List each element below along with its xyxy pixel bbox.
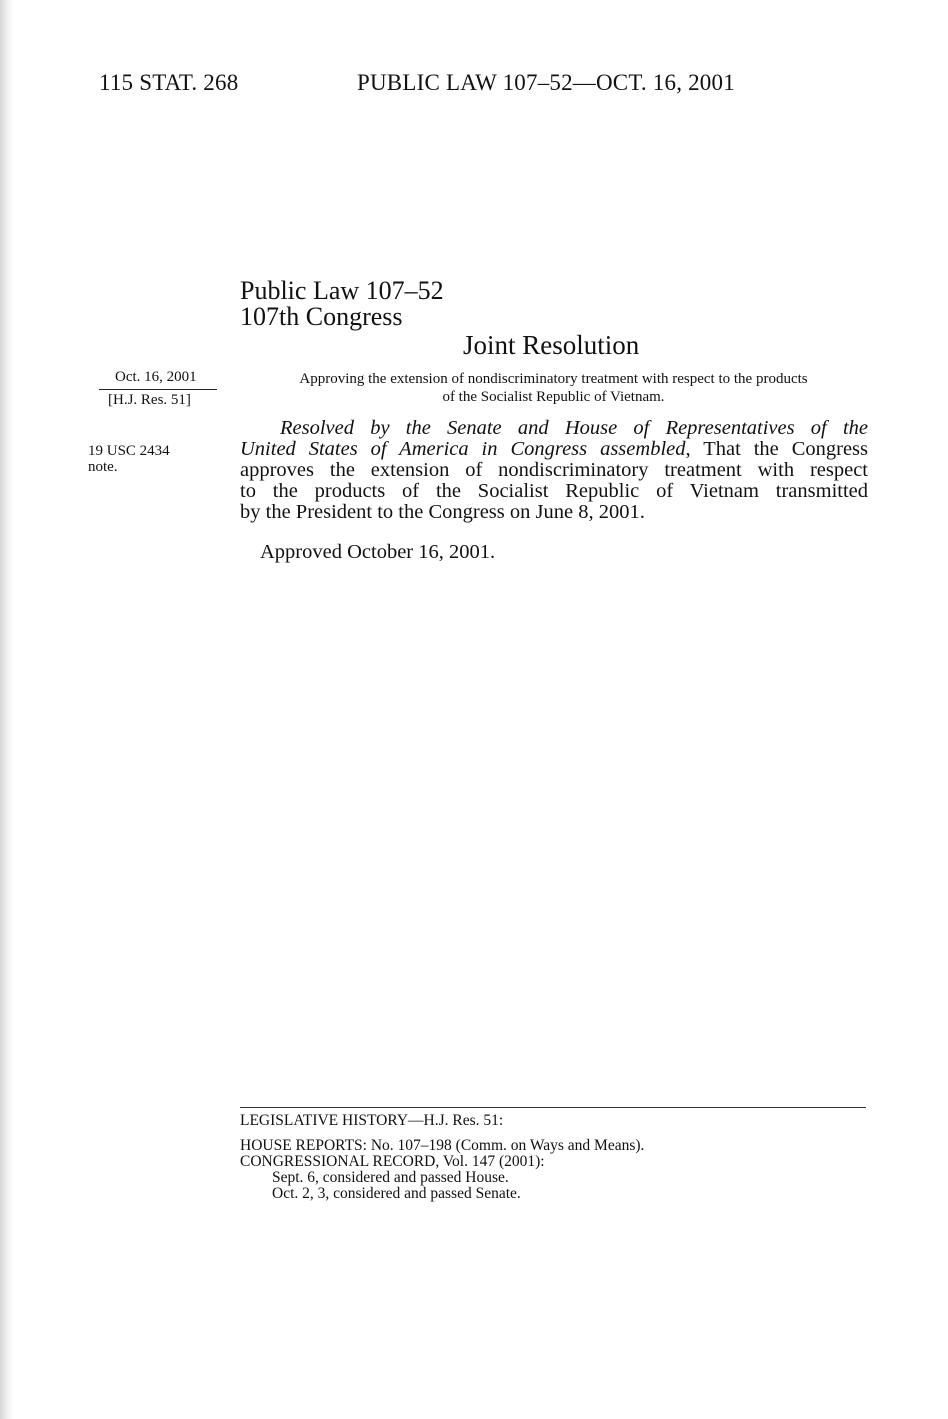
margin-resolution-number: [H.J. Res. 51] (108, 392, 191, 408)
body-line: to the products of the Socialist Republic of Vietnam transmitted (240, 480, 868, 502)
page-reference: 115 STAT. 268 (99, 70, 239, 95)
congressional-record: CONGRESSIONAL RECORD, Vol. 147 (2001): (240, 1153, 545, 1170)
document-type-heading: Joint Resolution (463, 330, 640, 360)
margin-usc-citation: 19 USC 2434 (88, 443, 170, 459)
history-divider (240, 1107, 866, 1108)
resolution-body (240, 418, 868, 523)
enacting-clause-line (240, 439, 868, 460)
law-title: Public Law 107–52 (240, 276, 444, 305)
margin-note-label: note. (88, 459, 118, 475)
body-line: by the President to the Congress on June 8, 2001. (240, 501, 645, 523)
enacting-clause-italic: United States of America in Congress assembled (240, 438, 686, 460)
enacting-clause-line (240, 418, 868, 439)
margin-date: Oct. 16, 2001 (115, 369, 197, 385)
house-action: Sept. 6, considered and passed House. (272, 1169, 509, 1186)
body-line: approves the extension of nondiscriminatory treatment with respect (240, 459, 868, 481)
running-header: PUBLIC LAW 107–52—OCT. 16, 2001 (357, 70, 735, 95)
margin-divider (99, 389, 217, 390)
enacting-clause-italic: Resolved by the Senate and House of Representatives of the (280, 417, 868, 439)
body-text-run: , That the Congress (685, 438, 868, 460)
purpose-line: of the Socialist Republic of Vietnam. (442, 389, 665, 405)
congress-label: 107th Congress (240, 302, 403, 331)
house-reports: HOUSE REPORTS: No. 107–198 (Comm. on Ways and Means). (240, 1137, 645, 1154)
purpose-line: Approving the extension of nondiscriminatory treatment with respect to the products (299, 371, 808, 387)
approval-date: Approved October 16, 2001. (260, 541, 496, 563)
senate-action: Oct. 2, 3, considered and passed Senate. (272, 1185, 521, 1202)
page-scan-edge (0, 0, 14, 1419)
legislative-history-heading: LEGISLATIVE HISTORY—H.J. Res. 51: (240, 1112, 504, 1129)
purpose-statement (240, 370, 867, 406)
